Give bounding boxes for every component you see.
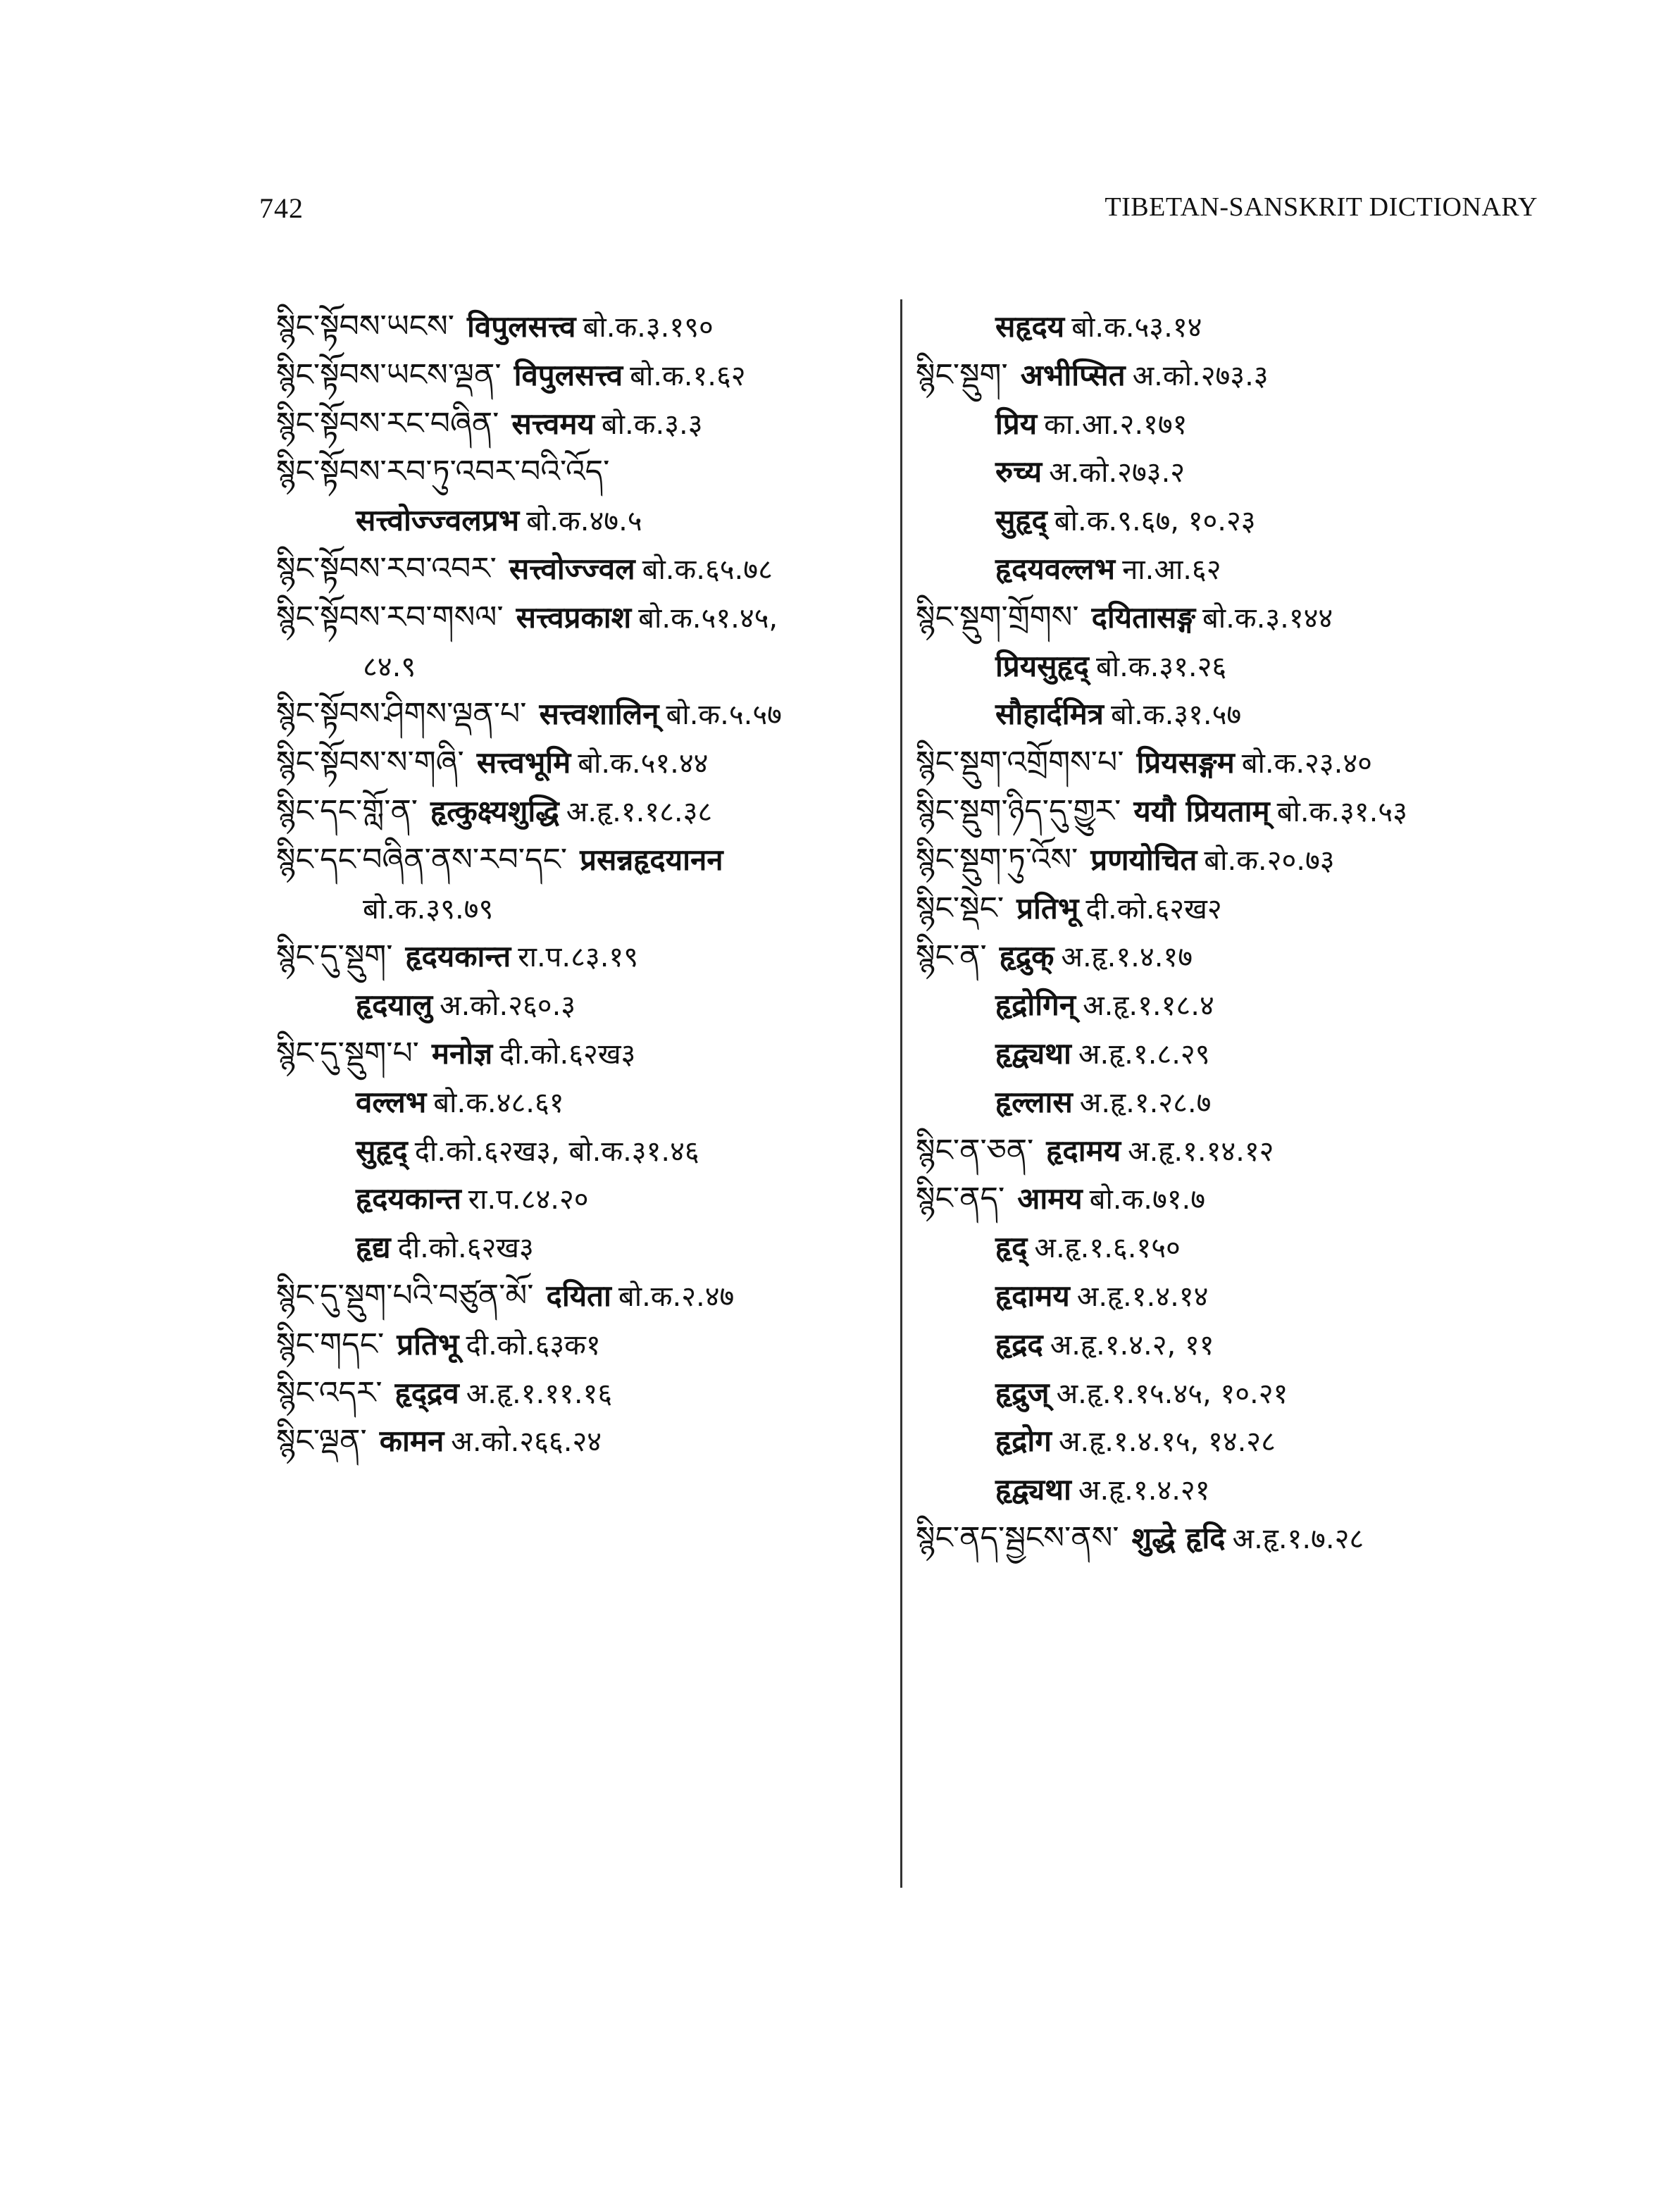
sanskrit-equivalent: सत्त्वमय [511,406,595,441]
sanskrit-equivalent: प्रियसुहृद् [995,648,1089,683]
sanskrit-equivalent: हृद्रोग [995,1424,1052,1459]
page-number: 742 [259,192,304,224]
source-reference: ना.आ.६२ [1122,553,1221,586]
entry-line [916,1175,1550,1224]
source-reference: अ.हृ.१.४.२, ११ [1050,1328,1214,1362]
tibetan-headword: སྙིང་སྟོབས་རང་བཞིན་ [276,405,499,442]
tibetan-headword: སྙིང་སྟོབས་ཡངས་ [276,309,454,344]
source-reference: बो.क.३१.५७ [1110,699,1242,732]
tibetan-headword: སྙིང་དུ་སྡུག་ [276,938,393,975]
sanskrit-equivalent: हृद्रुक् [999,939,1054,974]
sanskrit-equivalent: मनोज्ञ [431,1035,493,1071]
sanskrit-equivalent: सौहार्दमित्र [995,697,1104,732]
sanskrit-equivalent: सत्त्वशालिन् [539,697,659,732]
tibetan-headword: སྙིང་གདང་ [276,1326,385,1362]
sanskrit-equivalent: प्रतिभू [1016,890,1079,926]
entry-line [276,885,903,933]
source-reference: अ.हृ.१.४.१५, १४.२८ [1058,1426,1276,1459]
entry-line [276,739,903,787]
entry-line [276,1369,903,1418]
source-reference: अ.हृ.१.११.१६ [466,1377,613,1410]
source-reference: बो.क.२.४७ [618,1280,735,1313]
entry-line [916,739,1550,787]
entry-line [916,981,1550,1030]
entry-line [276,1321,903,1369]
sanskrit-equivalent: हृदयालु [356,988,433,1023]
source-reference: रा.प.८३.१९ [518,941,639,974]
tibetan-headword: སྙིང་སྟོབས་རབ་འབར་ [276,550,497,587]
sanskrit-equivalent: सुहृद् [356,1133,408,1168]
source-reference: दी.को.६३क१ [466,1328,601,1362]
sanskrit-equivalent: हृदामय [995,1278,1070,1313]
source-reference: दी.को.६२ख३ [499,1038,636,1071]
right-column [916,303,1550,1563]
sanskrit-equivalent: रुच्य [995,454,1043,490]
entry-line [916,642,1550,691]
entry-line [916,1466,1550,1514]
sanskrit-equivalent: हृदामय [1046,1133,1121,1168]
sanskrit-equivalent: वल्लभ [356,1084,427,1119]
tibetan-headword: སྙིང་སྡུག་ཏུ་འོས་ [916,841,1078,878]
entry-line [916,351,1550,400]
sanskrit-equivalent: हृल्लास [995,1084,1073,1119]
entry-line [276,448,903,497]
entry-line [916,400,1550,449]
source-reference: अ.हृ.१.६.१५० [1034,1232,1181,1265]
tibetan-headword: སྙིང་སྡེང་ [916,890,1004,926]
tibetan-headword: སྙིང་འདར་ [276,1374,382,1411]
source-reference: अ.हृ.१.४.१४ [1076,1280,1209,1313]
tibetan-headword: སྙིང་ན་ཅན་ [916,1132,1034,1169]
source-reference: बो.क.१.६२ [630,359,746,392]
source-reference: बो.क.३.३ [601,408,703,441]
source-reference: बो.क.३.१४४ [1202,602,1333,635]
tibetan-headword: སྙིང་སྡུག་ [916,356,1008,393]
sanskrit-equivalent: विपुलसत्त्व [514,357,623,392]
entry-line [276,787,903,836]
source-reference: का.आ.२.१७१ [1044,408,1188,441]
entry-line [276,400,903,449]
entry-line [916,448,1550,497]
sanskrit-equivalent: प्रतिभू [397,1326,459,1362]
sanskrit-equivalent: विपुलसत्त्व [467,309,576,344]
sanskrit-equivalent: प्रणयोचित [1090,842,1197,877]
source-reference: अ.हृ.१.४.२१ [1078,1474,1210,1507]
sanskrit-equivalent: हृदयवल्लभ [995,551,1116,586]
sanskrit-equivalent: हृद्व्यथा [995,1472,1071,1507]
sanskrit-equivalent: हृद्व्यथा [995,1035,1071,1071]
sanskrit-equivalent: हृद्रोगिन् [995,988,1076,1023]
sanskrit-equivalent: आमय [1017,1181,1083,1216]
entry-line [916,1127,1550,1176]
entry-line [276,303,903,351]
tibetan-headword: སྙིང་ལྡན་ [276,1423,367,1459]
sanskrit-equivalent: दयितासङ्ग [1091,599,1195,635]
source-reference: बो.क.५.५७ [666,699,782,732]
sanskrit-equivalent: सहृदय [995,309,1065,344]
tibetan-headword: སྙིང་ནད་སྦྱངས་ནས་ [916,1519,1119,1556]
entry-line [916,1321,1550,1369]
source-reference: दी.को.६२ख३, बो.क.३१.४६ [414,1135,699,1168]
entry-line [916,303,1550,351]
entry-line [916,1417,1550,1466]
entry-line [916,690,1550,739]
tibetan-headword: སྙིང་དང་གློ་ན་ [276,792,418,829]
tibetan-headword: སྙིང་སྟོབས་རབ་ཏུ་འབར་བའི་འོད་ [276,454,610,490]
entry-line [276,836,903,885]
running-head: TIBETAN-SANSKRIT DICTIONARY [1105,192,1538,222]
source-reference: बो.क.३९.७९ [363,892,494,926]
sanskrit-equivalent: हृद्रुज् [995,1375,1050,1410]
entry-line [916,594,1550,642]
source-reference: दी.को.६२ख३ [397,1232,534,1265]
sanskrit-equivalent: हृत्कुक्ष्यशुद्धि [430,793,559,828]
entry-line [916,836,1550,885]
tibetan-headword: སྙིང་སྟོབས་ཤིགས་ལྡན་པ་ [276,696,527,733]
source-reference: बो.क.७१.७ [1089,1183,1206,1216]
tibetan-headword: སྙིང་ནད་ [916,1181,1005,1217]
sanskrit-equivalent: सुहृद् [995,503,1047,538]
entry-line [916,1030,1550,1078]
entry-line [276,1175,903,1224]
entry-line [276,1224,903,1272]
source-reference: अ.हृ.१.१४.१२ [1128,1135,1274,1168]
source-reference: दी.को.६२ख२ [1085,892,1222,926]
source-reference: अ.को.२६०.३ [440,990,576,1023]
source-reference: बो.क.२०.७३ [1204,844,1335,877]
source-reference: बो.क.४७.५ [526,505,642,538]
source-reference: ८४.९ [363,650,416,683]
source-reference: अ.हृ.१.१८.३८ [566,795,713,828]
tibetan-headword: སྙིང་དུ་སྡུག་པའི་བཙུན་མོ་ [276,1277,534,1314]
entry-line [916,1224,1550,1272]
sanskrit-equivalent: दयिता [546,1278,611,1313]
sanskrit-equivalent: अभीप्सित [1020,357,1126,392]
sanskrit-equivalent: ययौ प्रियताम् [1133,793,1270,828]
tibetan-headword: སྙིང་སྡུག་འགྲོགས་པ་ [916,745,1124,781]
sanskrit-equivalent: सत्त्वोज्ज्वल [509,551,635,586]
sanskrit-equivalent: हृद्द्रव [394,1375,459,1410]
entry-line [916,885,1550,933]
tibetan-headword: སྙིང་སྡུག་གྲོགས་ [916,599,1079,635]
entry-line [916,1078,1550,1127]
source-reference: बो.क.३.१९० [583,311,714,344]
sanskrit-equivalent: प्रिय [995,406,1038,441]
source-reference: अ.हृ.१.७.२८ [1232,1522,1364,1555]
source-reference: अ.हृ.१.४.१७ [1061,941,1193,974]
source-reference: बो.क.३१.२६ [1095,650,1227,683]
sanskrit-equivalent: सत्त्वभूमि [476,745,571,780]
left-column [276,303,903,1466]
sanskrit-equivalent: हृद्रद [995,1326,1043,1362]
sanskrit-equivalent: सत्त्वोज्ज्वलप्रभ [356,503,520,538]
entry-line [276,1417,903,1466]
source-reference: बो.क.३१.५३ [1276,795,1407,828]
tibetan-headword: སྙིང་དང་བཞིན་ནས་རབ་དང་ [276,841,568,878]
entry-line [276,690,903,739]
tibetan-headword: སྙིང་སྟོབས་ཡངས་ལྡན་ [276,356,502,393]
entry-line [276,545,903,594]
source-reference: अ.हृ.१.१५.४५, १०.२१ [1056,1377,1288,1410]
sanskrit-equivalent: हृदयकान्त [405,939,511,974]
sanskrit-equivalent: हृद्य [356,1230,391,1265]
entry-line [916,1272,1550,1321]
sanskrit-equivalent: सत्त्वप्रकाश [516,599,632,635]
sanskrit-equivalent: प्रसन्नहृदयानन [580,842,723,877]
entry-line [276,594,903,642]
entry-line [276,1127,903,1176]
entry-line [276,933,903,981]
source-reference: अ.हृ.१.२८.७ [1079,1086,1212,1119]
source-reference: बो.क.५१.४५, [638,602,778,635]
source-reference: अ.हृ.१.१८.४ [1083,990,1214,1023]
sanskrit-equivalent: कामन [379,1424,444,1459]
source-reference: अ.को.२७३.३ [1132,359,1269,392]
entry-line [276,1030,903,1078]
sanskrit-equivalent: हृदयकान्त [356,1181,461,1216]
source-reference: रा.प.८४.२० [468,1183,589,1216]
entry-line [916,497,1550,545]
tibetan-headword: སྙིང་ན་ [916,938,987,975]
source-reference: अ.हृ.१.८.२९ [1078,1038,1210,1071]
sanskrit-equivalent: प्रियसङ्गम [1136,745,1235,780]
entry-line [276,981,903,1030]
source-reference: बो.क.५३.१४ [1071,311,1202,344]
source-reference: बो.क.६५.७८ [642,553,773,586]
entry-line [916,1369,1550,1418]
tibetan-headword: སྙིང་སྡུག་ཉིད་དུ་གྱུར་ [916,792,1121,829]
entry-line [276,1272,903,1321]
entry-line [276,497,903,545]
sanskrit-equivalent: शुद्धे हृदि [1131,1520,1226,1555]
tibetan-headword: སྙིང་སྟོབས་ས་གཞི་ [276,745,464,781]
entry-line [276,642,903,691]
entry-line [916,787,1550,836]
sanskrit-equivalent: हृद् [995,1230,1028,1265]
source-reference: अ.को.२७३.२ [1049,456,1186,490]
tibetan-headword: སྙིང་དུ་སྡུག་པ་ [276,1035,419,1071]
tibetan-headword: སྙིང་སྟོབས་རབ་གསལ་ [276,599,504,635]
source-reference: बो.क.५१.४४ [578,747,709,780]
source-reference: बो.क.९.६७, १०.२३ [1054,505,1256,538]
entry-line [916,545,1550,594]
entry-line [276,1078,903,1127]
source-reference: अ.को.२६६.२४ [451,1426,602,1459]
entry-line [276,351,903,400]
entry-line [916,933,1550,981]
source-reference: बो.क.४८.६१ [433,1086,564,1119]
source-reference: बो.क.२३.४० [1241,747,1372,780]
entry-line [916,1514,1550,1563]
